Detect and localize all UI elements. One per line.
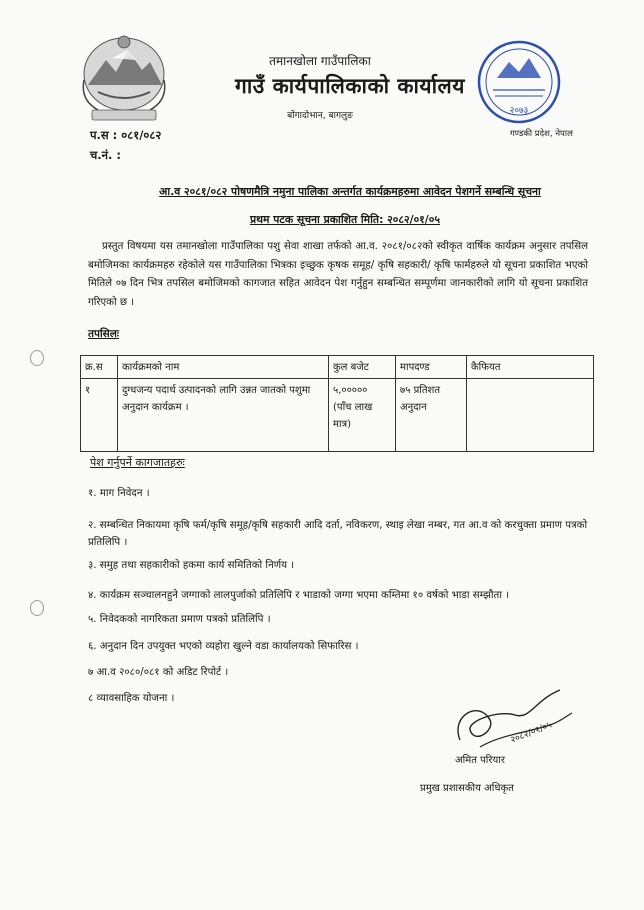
- nepal-emblem-icon: [78, 30, 170, 126]
- signatory-name: अमित परियार: [455, 755, 505, 766]
- col-budget: कुल बजेट: [329, 356, 396, 379]
- table-header-row: [81, 356, 594, 379]
- document-item: ८ व्यावसाहिक योजना ।: [88, 693, 175, 704]
- notice-body: प्रस्तुत विषयमा यस तमानखोला गाउँपालिका पशु सेवा शाखा तर्फको आ.व. २०८१/०८२को स्वीकृत वार्षिक कार्यक्रम अनुसार तपसिल बमोजिमका कार्यक्रमहरु रहेकोले यस गाउँपालिका भित्रका इच्छुक कृषक समूह/ कृषि सहकारी/ कृषि फार्महरुले यो सूचना प्रकाशित भएको मितिले ०७ दिन भित्र तपसिल बमोजिमको कागजात सहित आवेदन पेश गर्नुहुन सम्बन्धित सम्पूर्णमा जानकारीको लागि यो सूचना प्रकाशित गरिएको छ ।: [88, 241, 588, 308]
- program-table: [80, 355, 594, 452]
- document-item: १. माग निवेदन ।: [88, 488, 150, 499]
- col-criteria: मापदण्ड: [396, 356, 467, 379]
- punch-hole: [30, 600, 44, 616]
- reference-number: प.स : ०८१/०८२: [90, 128, 162, 142]
- document-item: २. सम्बन्धित निकायमा कृषि फर्म/कृषि समूह/कृषि सहकारी आदि दर्ता, नविकरण, स्थाइ लेखा नम्बर, गत आ.व को करचुक्ता प्रमाण पत्रको प्रतिलिपि ।: [88, 520, 588, 548]
- signatory-title: प्रमुख प्रशासकीय अधिकृत: [420, 783, 514, 794]
- municipality-name: तमानखोला गाउँपालिका: [269, 54, 371, 68]
- documents-heading: पेश गर्नुपर्ने कागजातहरुः: [90, 456, 185, 469]
- cell-budget: ५,००००० (पाँच लाख मात्र): [329, 379, 396, 452]
- dispatch-number: च.नं. :: [90, 148, 122, 162]
- col-remarks: कैफियत: [467, 356, 594, 379]
- table-row: [81, 379, 594, 452]
- cell-sn: १: [81, 379, 118, 452]
- office-stamp-icon: [475, 38, 563, 126]
- province-name: गण्डकी प्रदेश, नेपाल: [510, 129, 573, 139]
- document-item: ६. अनुदान दिन उपयुक्त भएको व्यहोरा खुल्ने वडा कार्यालयको सिफारिस ।: [88, 641, 359, 652]
- notice-subject: आ.व २०८१/०८२ पोषणमैत्रि नमुना पालिका अन्तर्गत कार्यक्रमहरुमा आवेदन पेशगर्ने सम्बन्धि सूचना: [159, 185, 541, 198]
- table-label: तपसिलः: [88, 328, 120, 340]
- cell-criteria: ७५ प्रतिशत अनुदान: [396, 379, 467, 452]
- signature-icon: [440, 685, 580, 760]
- publish-date: प्रथम पटक सूचना प्रकाशित मिति: २०८२/०१/०५: [250, 213, 440, 226]
- col-program: कार्यक्रमको नाम: [118, 356, 329, 379]
- punch-hole: [30, 350, 44, 366]
- col-sn: क्र.स: [81, 356, 118, 379]
- signature-date: २०८२/०१/०५: [509, 720, 554, 746]
- document-item: ३. समुह तथा सहकारीको हकमा कार्य समितिको निर्णय ।: [88, 560, 295, 571]
- document-item: ४. कार्यक्रम सञ्चालनहुने जग्गाको लालपुर्जाको प्रतिलिपि र भाडाको जग्गा भएमा कम्तिमा १० वर्षको भाडा सम्झौता ।: [88, 590, 510, 601]
- document-item: ७ आ.व २०८०/०८१ को अडिट रिपोर्ट ।: [88, 667, 229, 678]
- office-title: गाउँ कार्यपालिकाको कार्यालय: [235, 74, 465, 98]
- cell-program: दुग्धजन्य पदार्थ उत्पादनको लागि उन्नत जातको पशुमा अनुदान कार्यक्रम ।: [118, 379, 329, 452]
- office-address: बोंगादोभान, बागलुङ: [287, 111, 353, 121]
- stamp-year: २०७३: [509, 106, 529, 116]
- document-item: ५. निवेदकको नागरिकता प्रमाण पत्रको प्रतिलिपि ।: [88, 614, 271, 625]
- cell-remarks: [467, 379, 594, 452]
